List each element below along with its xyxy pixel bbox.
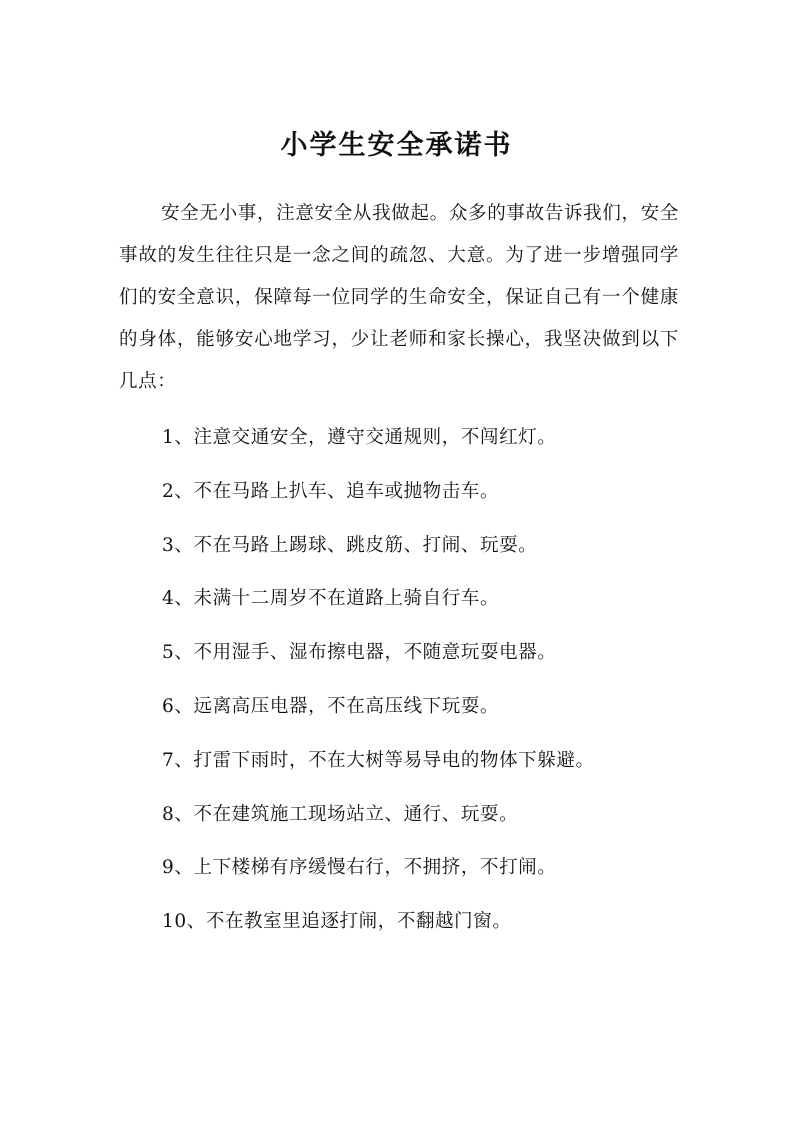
list-item: 6、远离高压电器，不在高压线下玩耍。: [162, 695, 500, 717]
list-item: 9、上下楼梯有序缓慢右行，不拥挤，不打闹。: [162, 857, 557, 879]
list-item: 3、不在马路上踢球、跳皮筋、打闹、玩耍。: [162, 534, 538, 556]
intro-paragraph: 安全无小事，注意安全从我做起。众多的事故告诉我们，安全事故的发生往往只是一念之间的疏忽、大意。为了进一步增强同学们的安全意识，保障每一位同学的生命安全，保证自己有一个健康的身体，能够安心地学习，少让老师和家长操心，我坚决做到以下几点：: [119, 203, 679, 392]
list-item: 10、不在教室里追逐打闹，不翻越门窗。: [162, 911, 512, 933]
list-item: 7、打雷下雨时，不在大树等易导电的物体下躲避。: [162, 749, 595, 771]
list-item: 1、注意交通安全，遵守交通规则，不闯红灯。: [162, 427, 557, 448]
document-title: 小学生安全承诺书: [280, 130, 513, 161]
list-item: 2、不在马路上扒车、追车或抛物击车。: [162, 480, 500, 502]
commitment-list: [162, 420, 682, 958]
list-item: 8、不在建筑施工现场站立、通行、玩耍。: [162, 803, 519, 825]
list-item: 4、未满十二周岁不在道路上骑自行车。: [162, 588, 500, 610]
list-item: 5、不用湿手、湿布擦电器，不随意玩耍电器。: [162, 642, 557, 664]
